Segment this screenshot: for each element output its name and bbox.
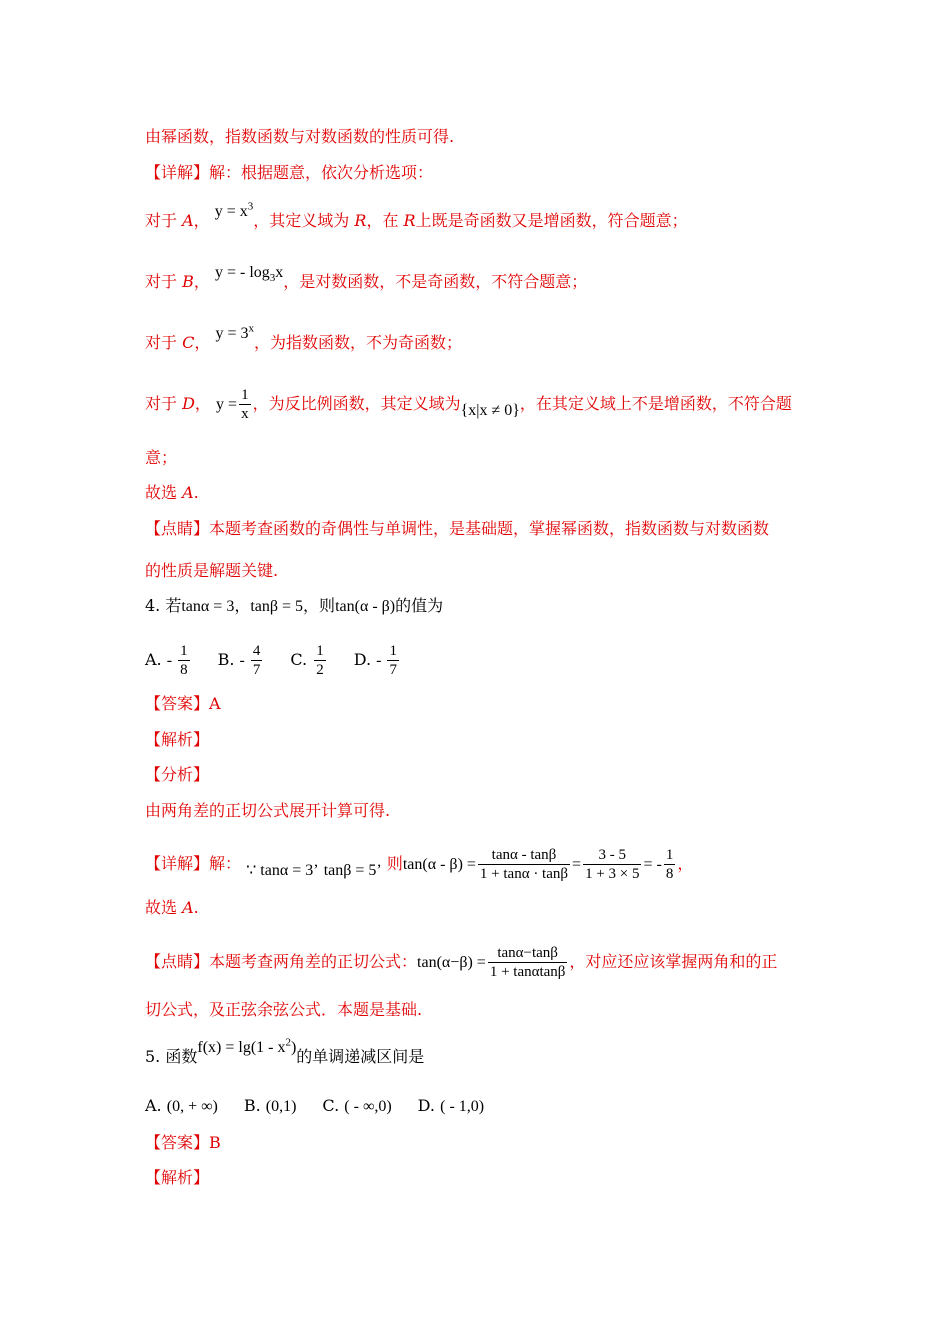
denominator: 1 + tanα · tanβ (479, 866, 569, 882)
text: . (193, 483, 199, 502)
comment-tag: 【点睛】 (145, 952, 210, 971)
text: ， (194, 394, 211, 413)
option-label: A. (145, 650, 162, 669)
symbol-r: R (403, 211, 416, 230)
comment-4 (145, 944, 777, 981)
denominator: 1 + 3 × 5 (585, 866, 640, 882)
option-a-analysis (145, 200, 688, 232)
math: = - (643, 856, 662, 873)
detail-text: 解：根据题意，依次分析选项： (209, 163, 434, 182)
option-letter: A (182, 898, 194, 917)
comment-continued (145, 561, 278, 581)
math-sup: 2 (285, 1036, 291, 1049)
detail-line (145, 163, 433, 183)
q5-option (322, 1096, 391, 1117)
math-base: f(x) = lg(1 - x (197, 1039, 286, 1056)
explanation-4-tag (145, 730, 209, 750)
denominator: 7 (389, 662, 397, 678)
option-interval: ( - ∞,0) (344, 1098, 392, 1115)
text: ，对应还应该掌握两角和的正 (569, 952, 778, 971)
math-base: y = x (214, 203, 248, 220)
question-number: 4. 若 (145, 596, 182, 615)
comment-text: 本题考查函数的奇偶性与单调性，是基础题，掌握幂函数，指数函数与对数函数 (209, 519, 770, 538)
option-letter: A (182, 483, 194, 502)
text: 解： (209, 854, 242, 873)
text: 【解析】 (145, 1168, 210, 1187)
denominator: 7 (252, 662, 261, 678)
fraction-formula (488, 944, 568, 981)
explanation-5-tag (145, 1168, 209, 1188)
text: 对于 (145, 333, 183, 352)
answer-tag: 【答案】 (145, 1133, 210, 1152)
q4-option (218, 642, 265, 679)
option-letter: B (182, 272, 194, 291)
option-fraction (387, 642, 399, 679)
question-5-options (145, 1096, 510, 1117)
option-interval: ( - 1,0) (440, 1098, 485, 1115)
q4-option (145, 642, 192, 679)
math: tanα = 3 (181, 598, 235, 615)
text: ，是对数函数，不是奇函数，不符合题意； (283, 272, 588, 291)
text: 切公式，及正弦余弦公式．本题是基础. (145, 1000, 423, 1019)
detail-4 (145, 846, 693, 883)
math: = (572, 856, 582, 873)
q4-option (354, 642, 401, 679)
math-lhs: tan(α−β) = (417, 954, 486, 971)
option-label: B. (217, 650, 235, 669)
answer-5 (145, 1133, 221, 1153)
numerator: 1 (241, 387, 249, 403)
option-letter: D (182, 394, 195, 413)
text: ， (194, 333, 211, 352)
option-fraction (178, 642, 190, 679)
option-d-analysis (145, 386, 792, 423)
q4-option (290, 642, 327, 679)
numerator: tanα−tanβ (488, 944, 568, 963)
text: 对于 (145, 272, 183, 291)
option-letter: A (182, 211, 194, 230)
text: ，为反比例函数，其定义域为 (252, 394, 461, 413)
denominator: 1 + tanαtanβ (489, 964, 566, 980)
question-4 (145, 596, 443, 617)
analysis-4-text (145, 801, 390, 821)
option-fraction (314, 642, 326, 679)
text: ， (193, 211, 210, 230)
q5-option (418, 1096, 484, 1117)
option-label: D. (353, 650, 372, 669)
text: 的性质是解题关键. (145, 561, 279, 580)
question-4-options (145, 642, 427, 679)
math: tan(α - β) (335, 598, 396, 615)
numerator: 1 (316, 643, 324, 659)
option-letter: C (182, 333, 195, 352)
text: 由两角差的正切公式展开计算可得. (145, 801, 391, 820)
answer-value: A (209, 694, 221, 713)
option-interval: (0,1) (265, 1098, 297, 1115)
fraction-substituted (583, 846, 641, 883)
text: 则 (386, 854, 403, 873)
text: 【解析】 (145, 730, 210, 749)
math-lhs: tan(α - β) = (402, 856, 476, 873)
math-base: y = 3 (215, 325, 249, 342)
text: . (193, 898, 199, 917)
text: ，为指数函数，不为奇函数； (253, 333, 462, 352)
option-fraction (251, 642, 263, 679)
analysis-sentence: 由幂函数，指数函数与对数函数的性质可得. (145, 127, 455, 146)
option-b-analysis (145, 264, 588, 293)
fraction-result (664, 846, 676, 883)
math: tanβ = 5 (323, 862, 377, 879)
numerator: 4 (252, 643, 261, 659)
text: ， (677, 854, 694, 873)
denominator: 8 (180, 662, 188, 678)
text: ， (193, 272, 210, 291)
selection-line-4 (145, 898, 199, 918)
analysis-text (145, 127, 454, 147)
fraction-one-over-x (239, 386, 251, 423)
option-label: A. (145, 1096, 162, 1115)
option-c-analysis (145, 322, 462, 354)
option-label: C. (322, 1096, 340, 1115)
denominator: 2 (316, 662, 324, 678)
option-label: B. (243, 1096, 261, 1115)
text: 对于 (145, 211, 183, 230)
text: ，在 (366, 211, 404, 230)
math-function (197, 1036, 297, 1056)
option-sign: - (376, 652, 386, 669)
detail-tag: 【详解】 (145, 854, 210, 873)
text: 故选 (145, 898, 183, 917)
selection-line (145, 483, 199, 503)
text: ， (234, 596, 251, 615)
math: tanβ = 5 (250, 598, 304, 615)
text: 意； (145, 448, 178, 467)
math-sup: 3 (247, 200, 254, 213)
math-sup: x (248, 322, 254, 335)
numerator: tanα - tanβ (478, 846, 570, 865)
answer-4 (145, 694, 221, 714)
analysis-4-tag (145, 765, 209, 785)
option-interval: (0, + ∞) (166, 1098, 218, 1115)
question-5 (145, 1036, 425, 1068)
text: 对于 (145, 394, 183, 413)
comment-line (145, 519, 769, 539)
numerator: 3 - 5 (583, 846, 641, 865)
math-base: y = - log (214, 264, 270, 281)
math-three-pow-x (215, 322, 254, 342)
math-because: ∵ tanα = 3 (246, 862, 314, 879)
text: ，其定义域为 (253, 211, 355, 230)
numerator: 1 (180, 643, 188, 659)
question-number: 5. 函数 (145, 1047, 198, 1066)
option-sign: - (239, 652, 249, 669)
text: 的值为 (395, 596, 444, 615)
numerator: 1 (665, 847, 674, 863)
math-y: y = (216, 396, 238, 413)
denominator: 8 (665, 866, 674, 882)
comment-4-continued (145, 1000, 422, 1020)
answer-tag: 【答案】 (145, 694, 210, 713)
math-paren: ) (290, 1039, 297, 1056)
text: ，在其定义域上不是增函数，不符合题 (519, 394, 792, 413)
text: ，则 (303, 596, 336, 615)
detail-tag: 【详解】 (145, 163, 210, 182)
numerator: 1 (389, 643, 397, 659)
math-y-x-cubed (214, 200, 254, 220)
text: ’ (376, 862, 382, 879)
text: 的单调递减区间是 (296, 1047, 425, 1066)
comment-text: 本题考查两角差的正切公式： (209, 952, 418, 971)
math-neg-log (214, 264, 284, 285)
comment-tag: 【点睛】 (145, 519, 210, 538)
math-sub: 3 (269, 272, 276, 285)
option-sign: - (166, 652, 177, 669)
answer-value: B (209, 1133, 221, 1152)
symbol-r: R (354, 211, 367, 230)
q5-option (244, 1096, 297, 1117)
math-domain-set: {x|x ≠ 0} (460, 402, 520, 419)
fraction-formula (478, 846, 570, 883)
text: 故选 (145, 483, 183, 502)
math-var: x (275, 264, 284, 281)
option-d-continued (145, 448, 177, 468)
q5-option (145, 1096, 218, 1117)
denominator: x (241, 406, 249, 422)
option-label: C. (290, 650, 308, 669)
text: ’ (313, 862, 319, 879)
text: 【分析】 (145, 765, 210, 784)
option-label: D. (417, 1096, 436, 1115)
text: 上既是奇函数又是增函数，符合题意； (415, 211, 688, 230)
